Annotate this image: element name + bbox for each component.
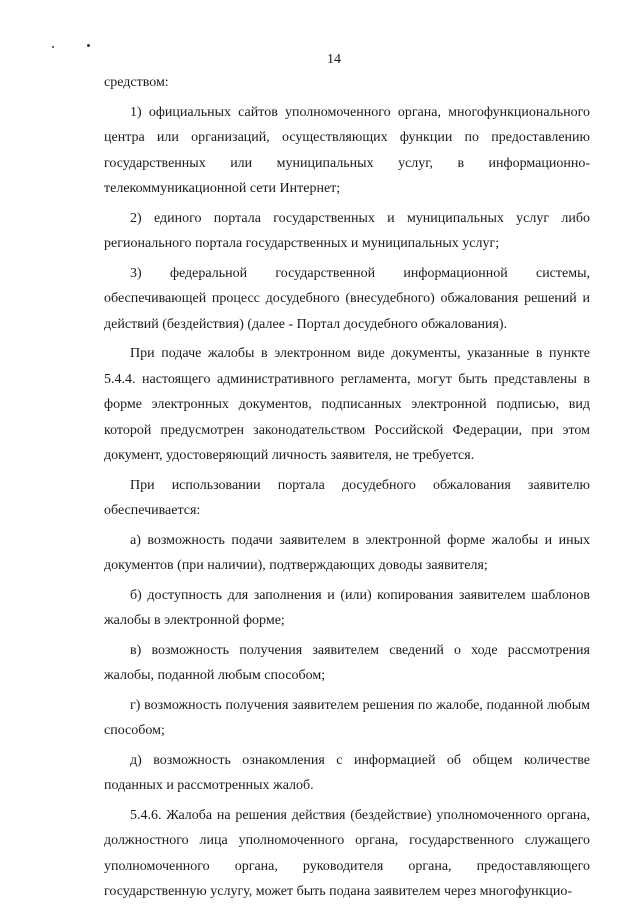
- paragraph-continuation: средством:: [104, 75, 169, 90]
- paragraph-item-d: д) возможность ознакомления с информацией об общем количестве поданных и рассмотренных жалоб.: [104, 752, 590, 793]
- paragraph-item-v: в) возможность получения заявителем сведений о ходе рассмотрения жалобы, поданной любым способом;: [104, 642, 590, 683]
- document-body: [104, 70, 590, 905]
- scan-speck: [87, 44, 90, 47]
- page-number: 14: [327, 52, 341, 67]
- paragraph-item-2: 2) единого портала государственных и муниципальных услуг либо регионального портала государственных и муниципальных услуг;: [104, 210, 590, 251]
- paragraph-item-1: 1) официальных сайтов уполномоченного органа, многофункционального центра или организаций, осуществляющих функции по предоставлению государственных или муниципальных услуг, в информационно-телекоммуникационной сети Интернет;: [104, 104, 590, 196]
- paragraph-electronic-documents: При подаче жалобы в электронном виде документы, указанные в пункте 5.4.4. настоящего административного регламента, могут быть представлены в форме электронных документов, подписанных электронной подписью, вид которой предусмотрен законодательством Российской Федерации, при этом документ, удостоверяющий личность заявителя, не требуется.: [104, 346, 590, 463]
- scan-speck: [52, 46, 54, 48]
- paragraph-item-3: 3) федеральной государственной информационной системы, обеспечивающей процесс досудебного (внесудебного) обжалования решений и действий (бездействия) (далее - Портал досудебного обжалования).: [104, 265, 590, 332]
- paragraph-item-g: г) возможность получения заявителем решения по жалобе, поданной любым способом;: [104, 697, 590, 738]
- paragraph-portal-usage: При использовании портала досудебного обжалования заявителю обеспечивается:: [104, 477, 590, 518]
- paragraph-item-b: б) доступность для заполнения и (или) копирования заявителем шаблонов жалобы в электронной форме;: [104, 587, 590, 628]
- paragraph-section-5-4-6: 5.4.6. Жалоба на решения действия (бездействие) уполномоченного органа, должностного лица уполномоченного органа, государственного служащего уполномоченного органа, руководителя органа, предоставляющего государственную услугу, может быть подана заявителем через многофункцио-: [104, 807, 590, 899]
- paragraph-item-a: а) возможность подачи заявителем в электронной форме жалобы и иных документов (при наличии), подтверждающих доводы заявителя;: [104, 532, 590, 573]
